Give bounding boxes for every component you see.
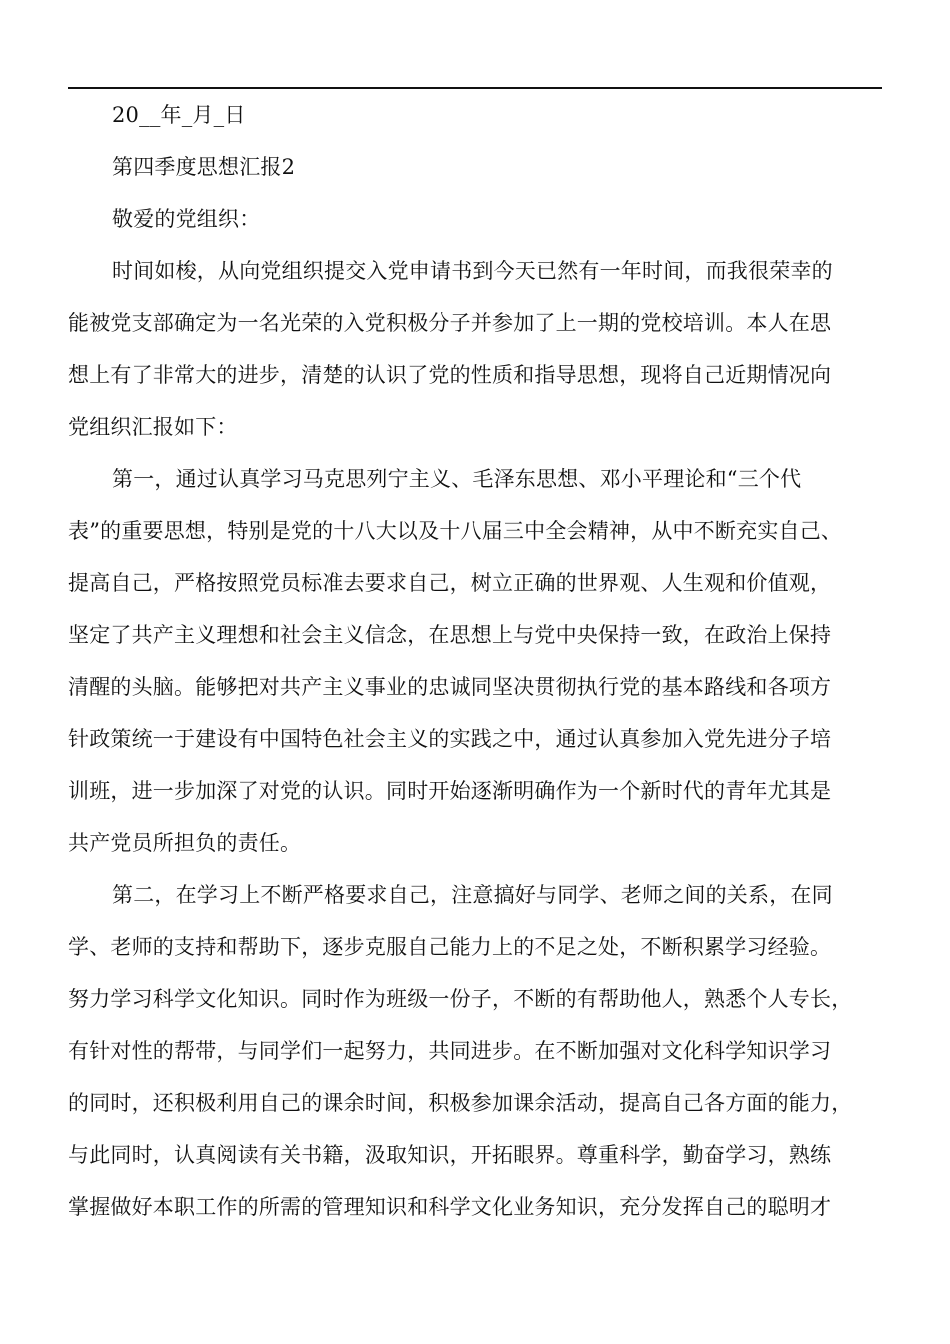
paragraph-line: 时间如梭，从向党组织提交入党申请书到今天已然有一年时间，而我很荣幸的 bbox=[112, 259, 833, 283]
paragraph-line: 针政策统一于建设有中国特色社会主义的实践之中，通过认真参加入党先进分子培 bbox=[68, 727, 832, 751]
paragraph-line: 学、老师的支持和帮助下，逐步克服自己能力上的不足之处，不断积累学习经验。 bbox=[68, 935, 832, 959]
paragraph-first bbox=[68, 458, 886, 864]
paragraph-line: 的同时，还积极利用自己的课余时间，积极参加课余活动，提高自己各方面的能力， bbox=[68, 1091, 853, 1115]
date-line: 20__年_月_日 bbox=[112, 103, 246, 127]
paragraph-line: 清醒的头脑。能够把对共产主义事业的忠诚同坚决贯彻执行党的基本路线和各项方 bbox=[68, 675, 832, 699]
paragraph-line: 第二，在学习上不断严格要求自己，注意搞好与同学、老师之间的关系，在同 bbox=[112, 883, 833, 907]
paragraph-line: 想上有了非常大的进步，清楚的认识了党的性质和指导思想，现将自己近期情况向 bbox=[68, 363, 832, 387]
paragraph-line: 训班，进一步加深了对党的认识。同时开始逐渐明确作为一个新时代的青年尤其是 bbox=[68, 779, 832, 803]
paragraph-line: 共产党员所担负的责任。 bbox=[68, 831, 302, 855]
document-title: 第四季度思想汇报2 bbox=[112, 155, 296, 179]
paragraph-second bbox=[68, 874, 886, 1228]
document-body bbox=[68, 94, 886, 1228]
paragraph-line: 掌握做好本职工作的所需的管理知识和科学文化业务知识，充分发挥自己的聪明才 bbox=[68, 1195, 832, 1219]
paragraph-line: 党组织汇报如下： bbox=[68, 415, 238, 439]
paragraph-line: 与此同时，认真阅读有关书籍，汲取知识，开拓眼界。尊重科学，勤奋学习，熟练 bbox=[68, 1143, 832, 1167]
salutation: 敬爱的党组织： bbox=[112, 207, 261, 231]
header-rule bbox=[68, 87, 882, 89]
paragraph-line: 提高自己，严格按照党员标准去要求自己，树立正确的世界观、人生观和价值观， bbox=[68, 571, 832, 595]
paragraph-line: 能被党支部确定为一名光荣的入党积极分子并参加了上一期的党校培训。本人在思 bbox=[68, 311, 832, 335]
paragraph-intro bbox=[68, 250, 886, 448]
paragraph-line: 努力学习科学文化知识。同时作为班级一份子，不断的有帮助他人，熟悉个人专长， bbox=[68, 987, 853, 1011]
paragraph-line: 第一，通过认真学习马克思列宁主义、毛泽东思想、邓小平理论和“三个代 bbox=[112, 467, 802, 491]
paragraph-line: 有针对性的帮带，与同学们一起努力，共同进步。在不断加强对文化科学知识学习 bbox=[68, 1039, 832, 1063]
paragraph-line: 表”的重要思想，特别是党的十八大以及十八届三中全会精神，从中不断充实自己、 bbox=[68, 519, 843, 543]
paragraph-line: 坚定了共产主义理想和社会主义信念，在思想上与党中央保持一致，在政治上保持 bbox=[68, 623, 832, 647]
